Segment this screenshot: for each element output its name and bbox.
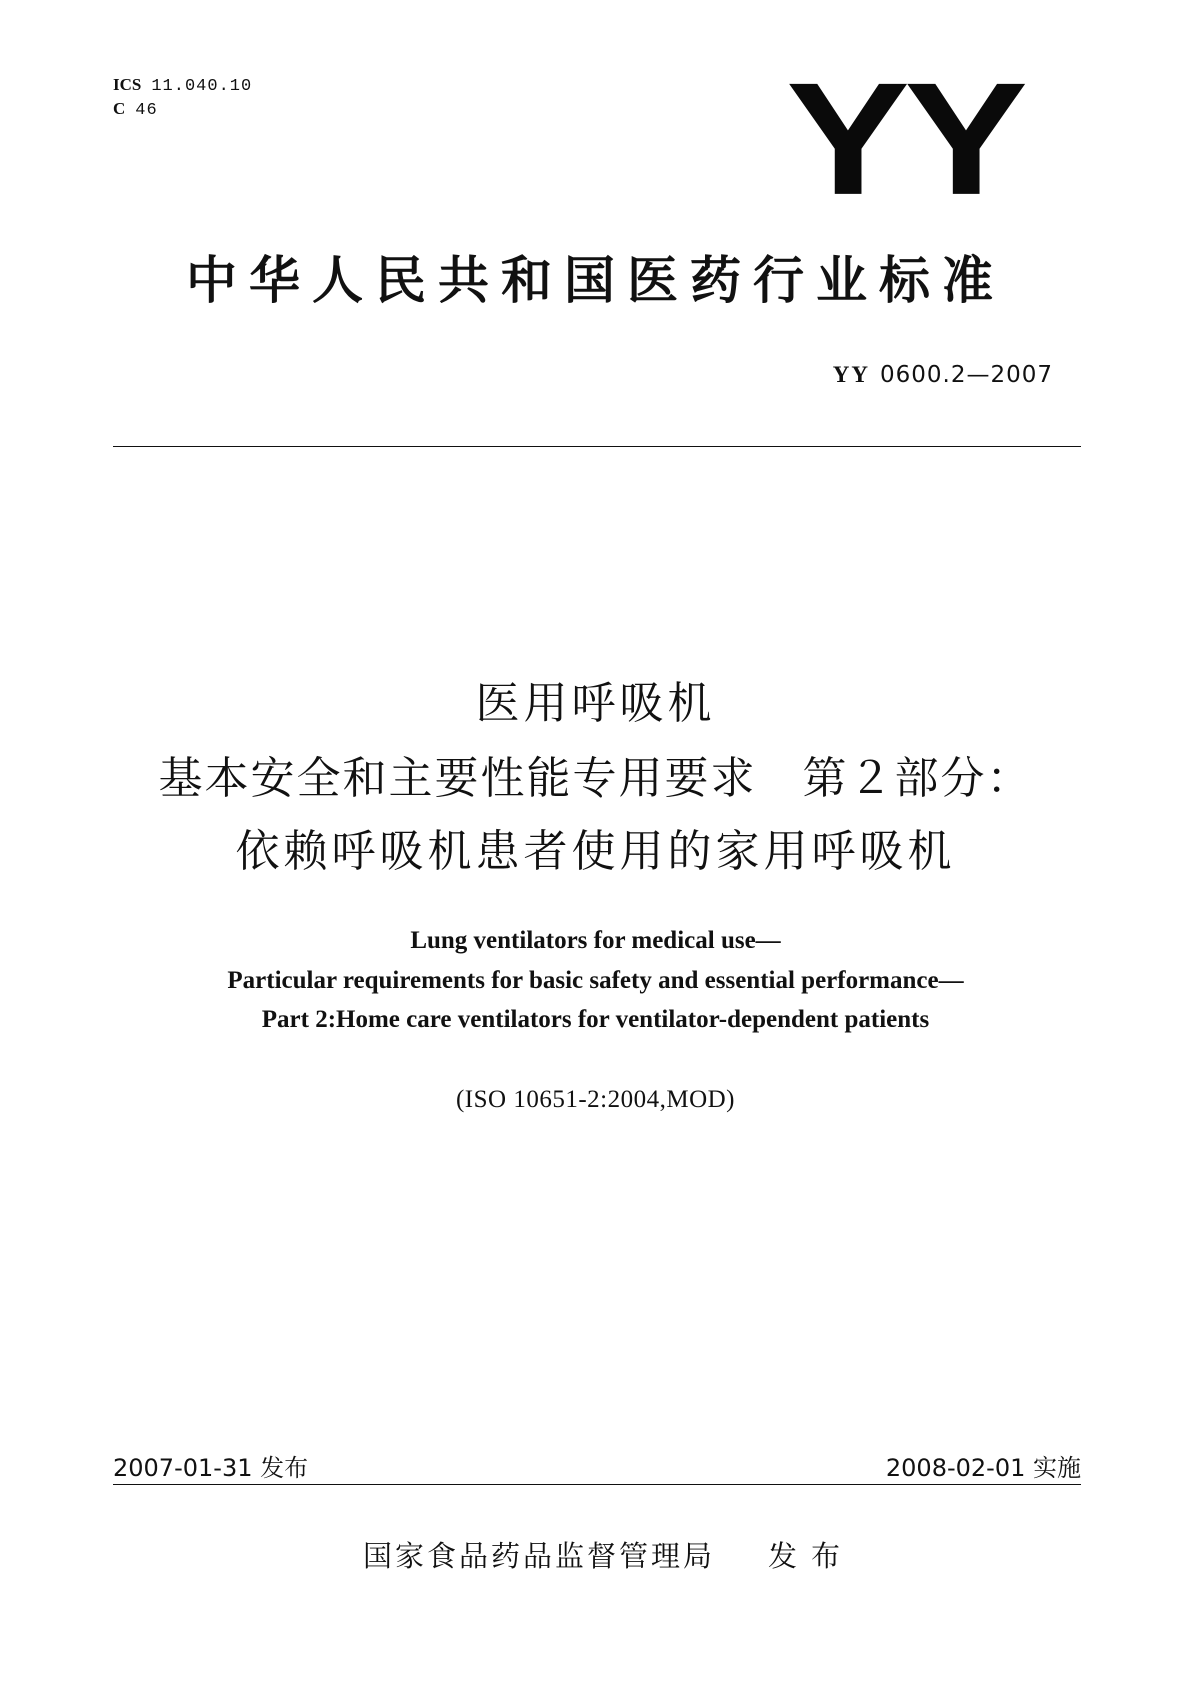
ccs-row — [113, 98, 252, 122]
classification-codes — [113, 74, 252, 122]
iso-reference: (ISO 10651-2:2004,MOD) — [455, 1086, 736, 1113]
yy-logo: YY — [786, 50, 1023, 229]
en-title-line-1: Lung ventilators for medical use— — [410, 927, 781, 954]
en-title-line-2: Particular requirements for basic safety and essential performance— — [227, 967, 964, 994]
ics-value: 11.040.10 — [151, 77, 253, 96]
issuing-authority: 国家食品药品监督管理局 — [363, 1539, 716, 1573]
issue-label: 发布 — [768, 1539, 855, 1573]
cn-title-line-3: 依赖呼吸机患者使用的家用呼吸机 — [235, 826, 956, 877]
standard-code: 0600.2—2007 — [879, 362, 1053, 388]
ics-label: ICS — [113, 75, 142, 94]
implementation-date: 2008-02-01 实施 — [885, 1454, 1081, 1482]
publish-date: 2007-01-31 发布 — [113, 1454, 309, 1482]
ccs-value: 46 — [135, 101, 158, 120]
ccs-label: C — [113, 99, 126, 118]
org-title: 中华人民共和国医药行业标准 — [185, 252, 1005, 311]
ics-row — [113, 74, 252, 98]
en-title-line-3: Part 2:Home care ventilators for ventilator-dependent patients — [261, 1006, 930, 1033]
standard-prefix: YY — [832, 362, 870, 387]
bottom-divider — [113, 1484, 1081, 1485]
standard-number — [833, 362, 1053, 388]
top-divider — [113, 446, 1081, 447]
cn-title-line-2: 基本安全和主要性能专用要求 第２部分： — [158, 753, 1033, 804]
cn-title-line-1: 医用呼吸机 — [475, 678, 716, 729]
